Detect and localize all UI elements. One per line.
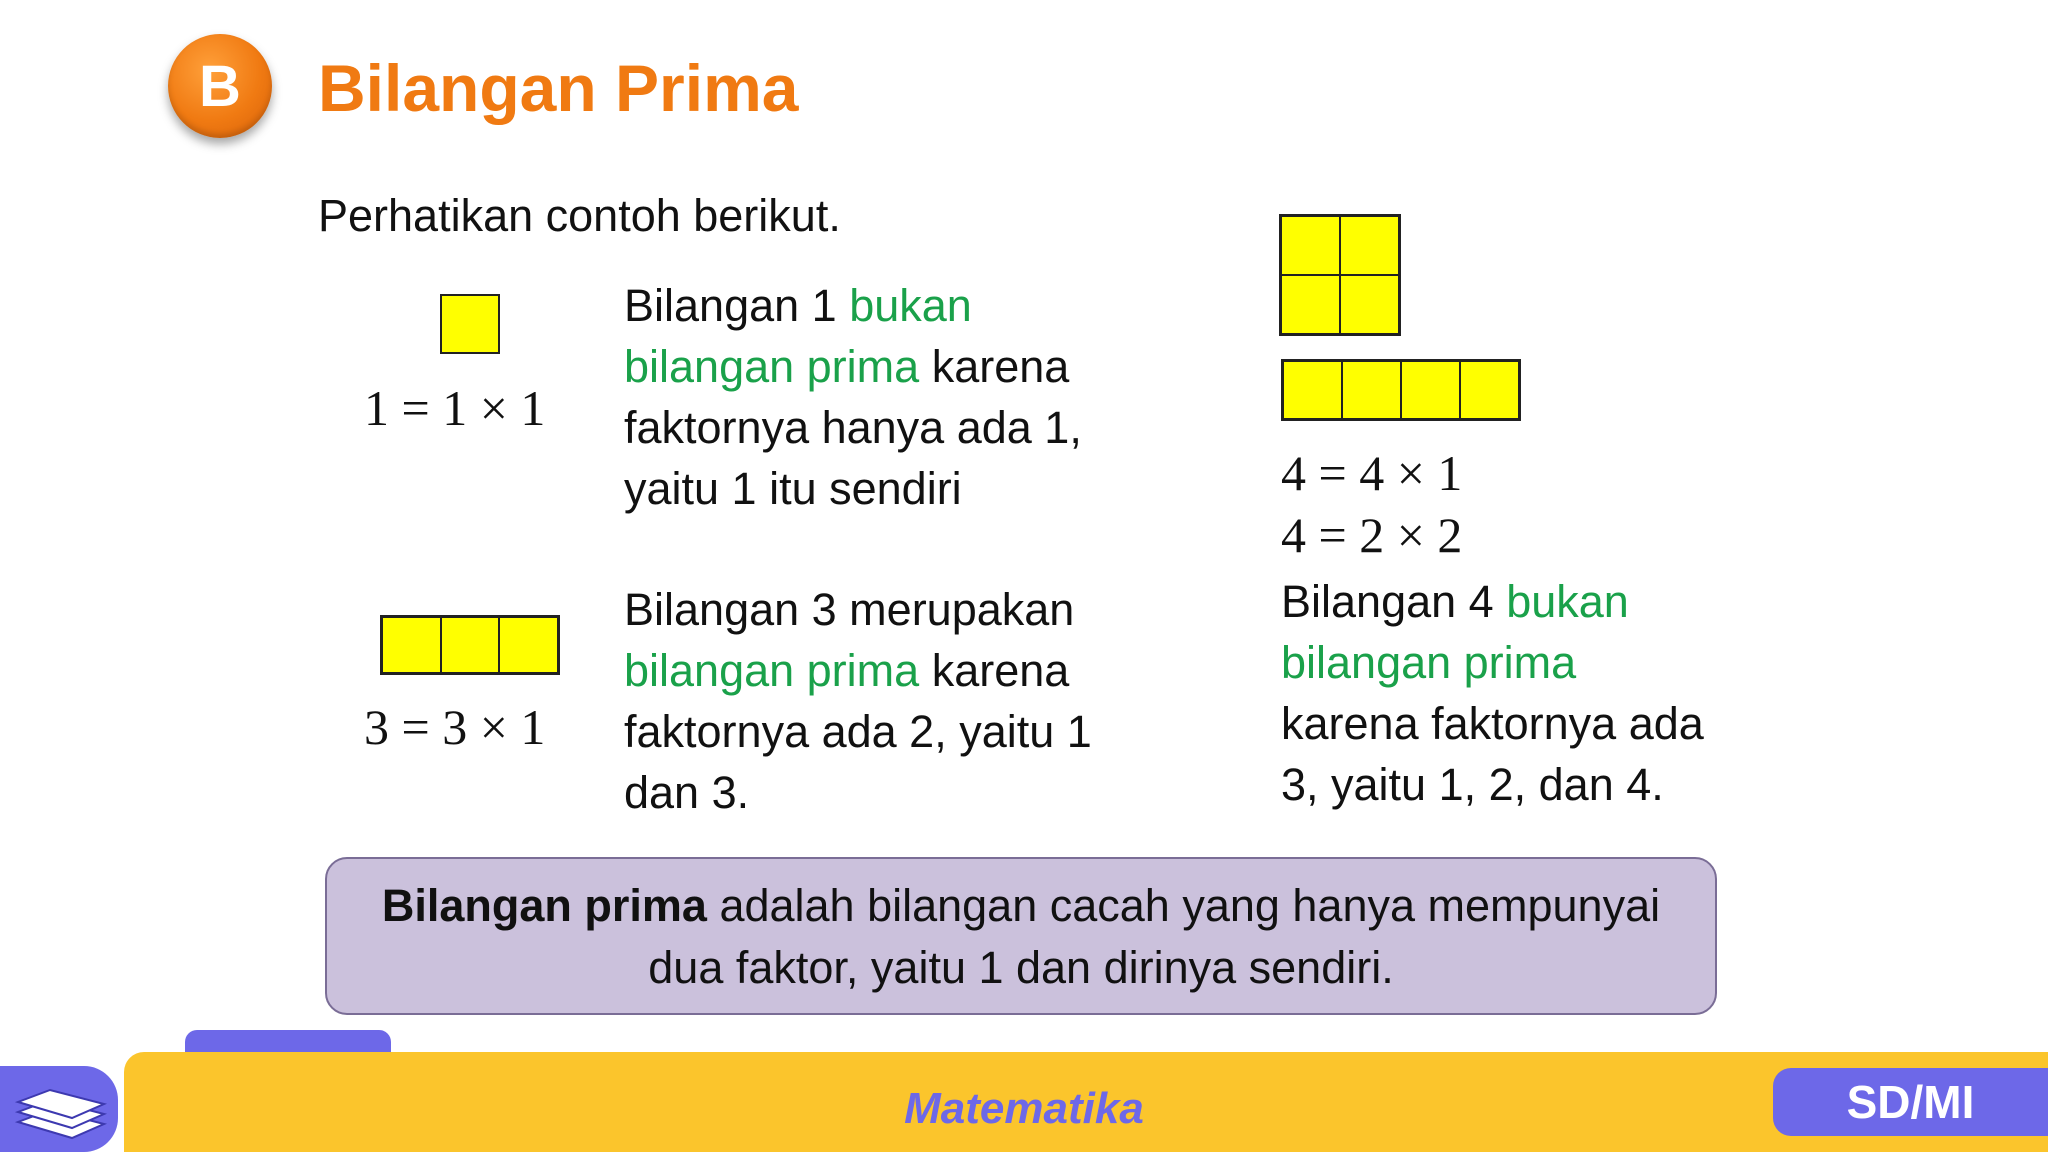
- section-letter: B: [199, 53, 241, 119]
- square-cell: [1340, 216, 1399, 275]
- callout-rest: adalah bilangan cacah yang hanya mempunyai: [706, 880, 1661, 931]
- section-badge: [168, 34, 272, 138]
- square-cell: [1401, 361, 1460, 419]
- callout-bold: Bilangan prima: [381, 880, 707, 931]
- ex4-line4: 3, yaitu 1, 2, dan 4.: [1281, 759, 1664, 810]
- ex1-text-a: Bilangan 1: [624, 280, 850, 331]
- definition-callout: [325, 857, 1717, 1015]
- square-cell: [1342, 361, 1401, 419]
- square-cell: [1460, 361, 1519, 419]
- example3-description: [624, 579, 1092, 823]
- ex4-line3: karena faktornya ada: [1281, 698, 1704, 749]
- ex1-line4: yaitu 1 itu sendiri: [624, 463, 962, 514]
- footer-subject: Matematika: [904, 1084, 1144, 1133]
- ex1-green-a: bukan: [849, 280, 972, 331]
- ex3-text-b: karena: [919, 645, 1070, 696]
- square-cell: [499, 617, 558, 673]
- equation-4b: 4 = 2 × 2: [1281, 507, 1463, 563]
- unit-square-1: [440, 294, 500, 354]
- square-cell: [1340, 275, 1399, 334]
- ex1-green-b: bilangan prima: [624, 341, 920, 392]
- two-by-two-grid: [1279, 214, 1401, 336]
- footer-level: SD/MI: [1773, 1068, 2048, 1136]
- square-cell: [382, 617, 441, 673]
- ex4-green-a: bukan: [1506, 576, 1629, 627]
- ex3-line3: faktornya ada 2, yaitu 1: [624, 706, 1092, 757]
- ex3-green: bilangan prima: [624, 645, 920, 696]
- four-square-row: [1281, 359, 1521, 421]
- ex3-line4: dan 3.: [624, 767, 750, 818]
- ex1-text-b: karena: [919, 341, 1070, 392]
- page-title: Bilangan Prima: [318, 51, 799, 125]
- example4-description: [1281, 571, 1704, 815]
- square-cell: [1281, 216, 1340, 275]
- ex4-green-b: bilangan prima: [1281, 637, 1577, 688]
- intro-text: Perhatikan contoh berikut.: [318, 190, 841, 241]
- equation-3: 3 = 3 × 1: [364, 699, 546, 755]
- square-cell: [441, 617, 500, 673]
- ex3-line1: Bilangan 3 merupakan: [624, 584, 1075, 635]
- square-cell: [1281, 275, 1340, 334]
- equation-1: 1 = 1 × 1: [364, 380, 546, 436]
- equation-4a: 4 = 4 × 1: [1281, 445, 1463, 501]
- callout-line2: dua faktor, yaitu 1 dan dirinya sendiri.: [648, 942, 1394, 993]
- example1-description: [624, 275, 1082, 519]
- ex4-text-a: Bilangan 4: [1281, 576, 1507, 627]
- ex1-line3: faktornya hanya ada 1,: [624, 402, 1082, 453]
- square-cell: [1283, 361, 1342, 419]
- three-square-row: [380, 615, 560, 675]
